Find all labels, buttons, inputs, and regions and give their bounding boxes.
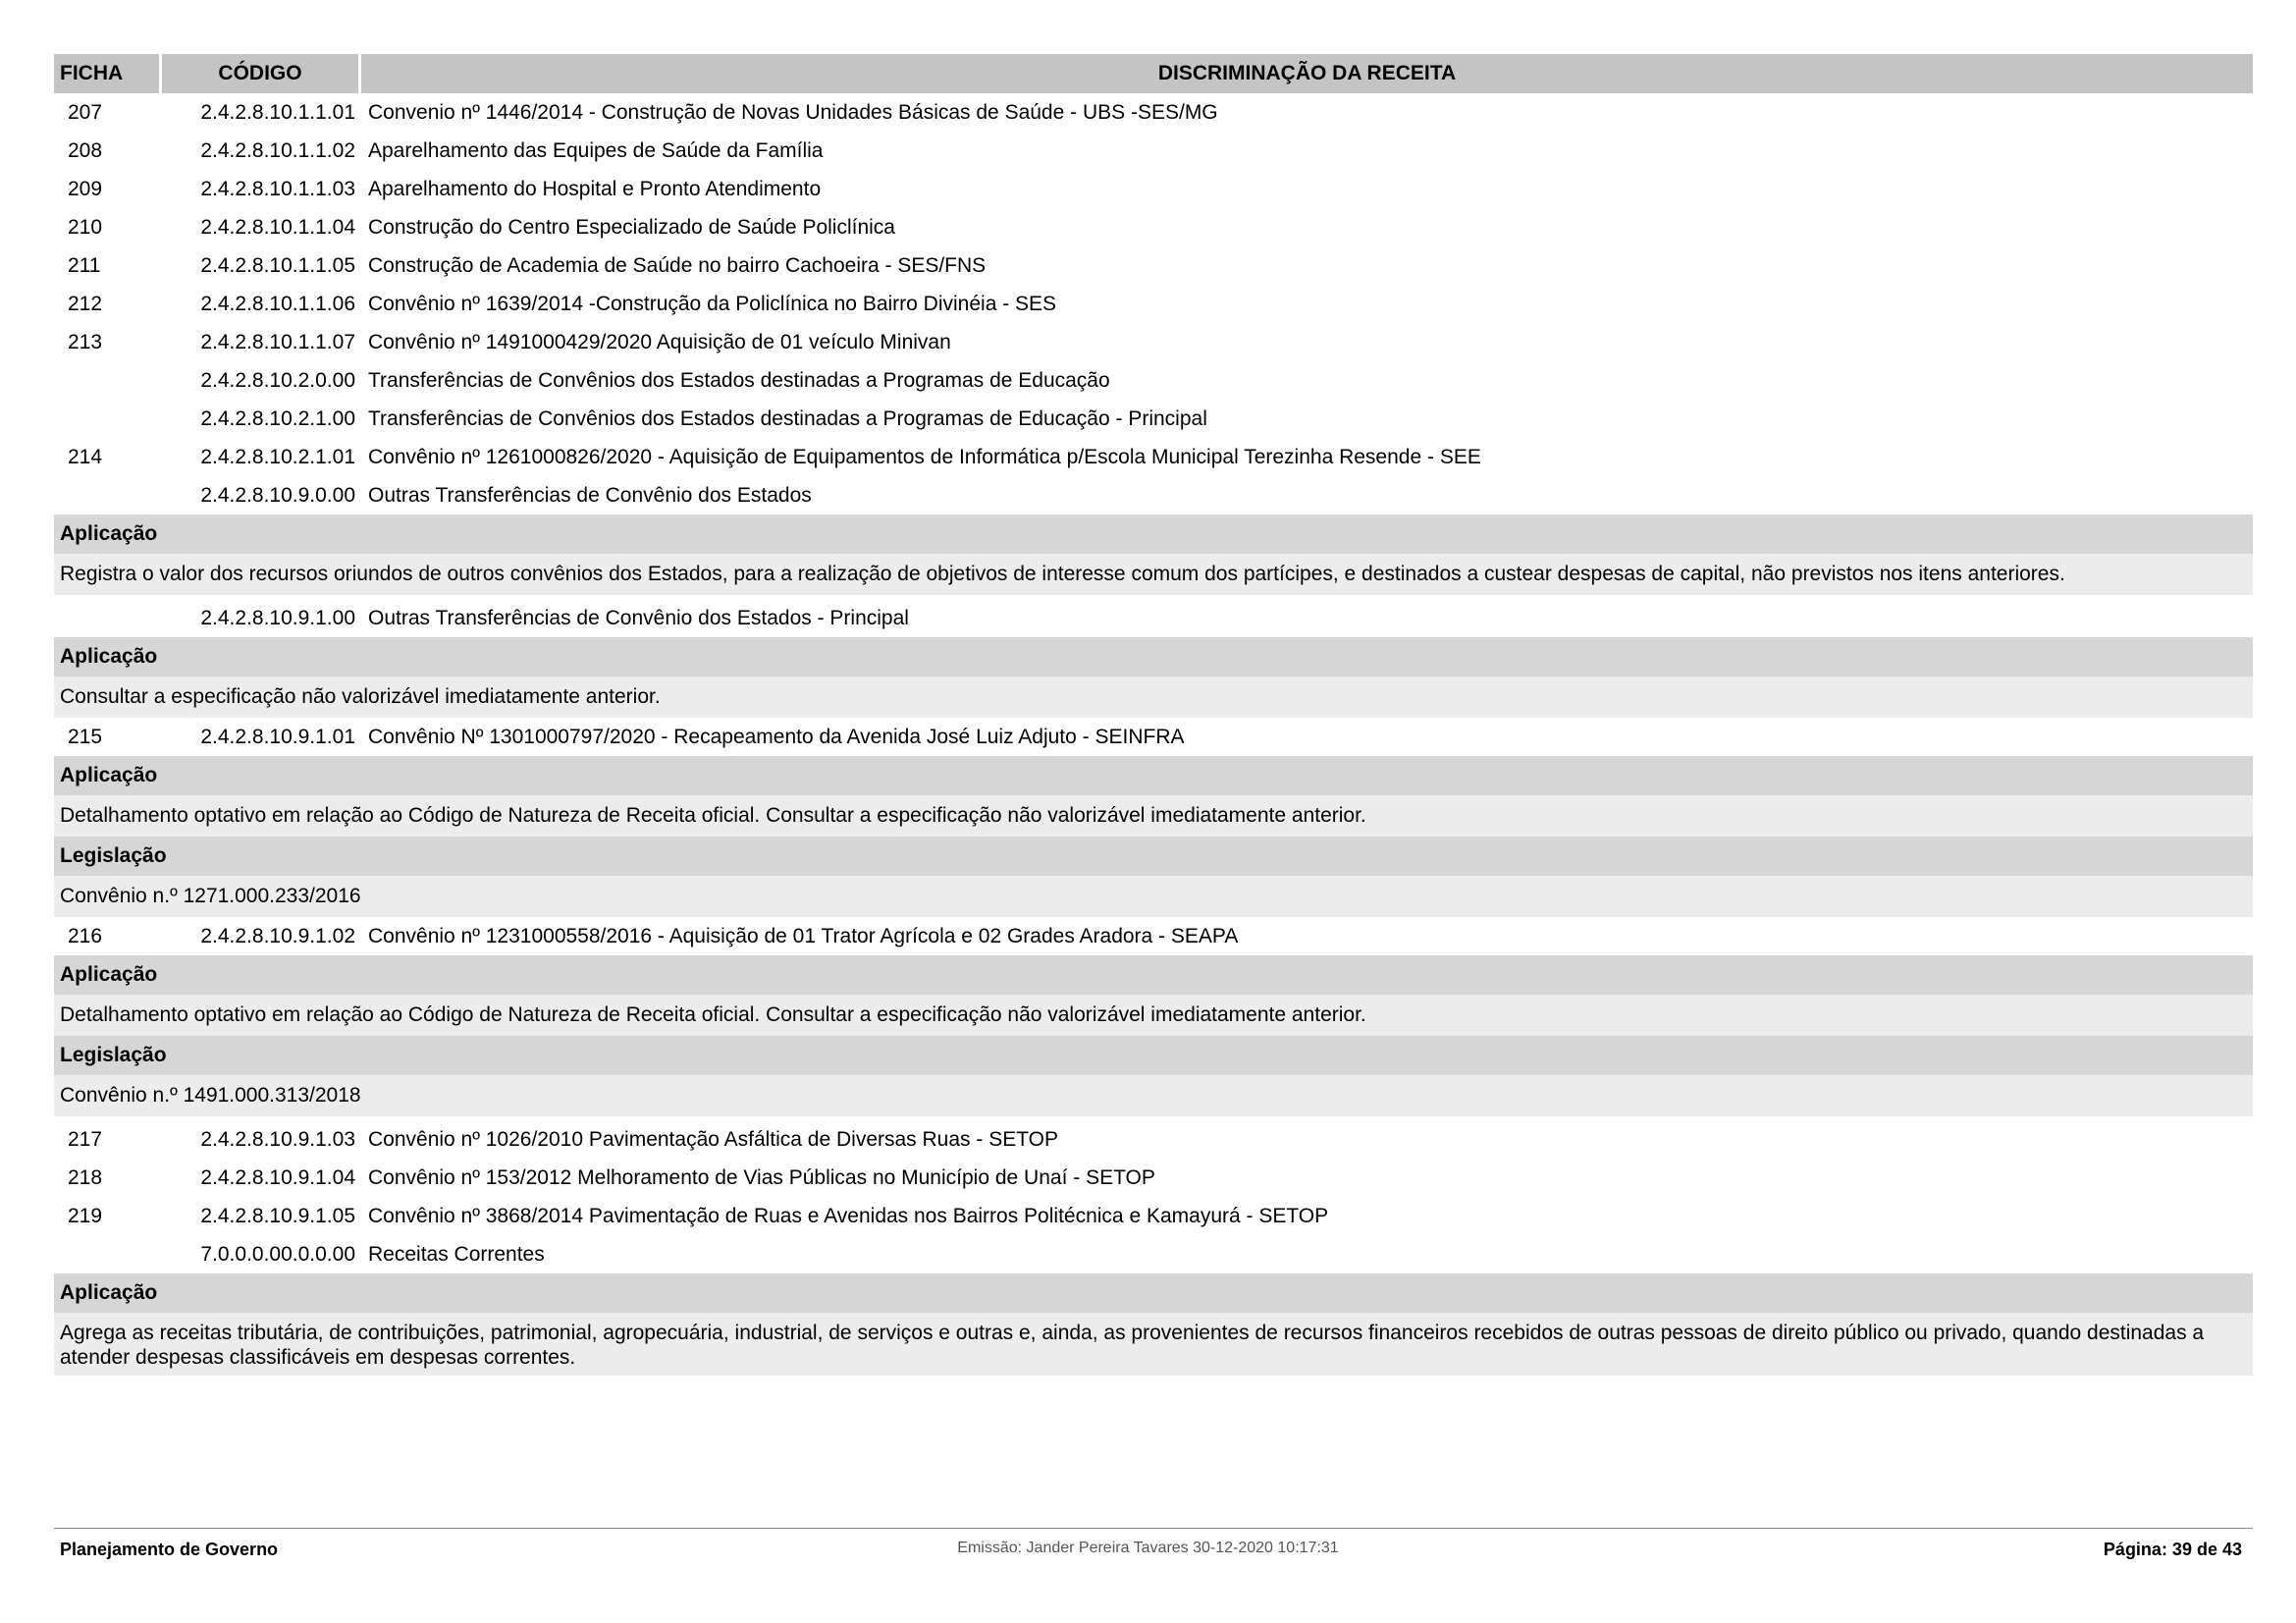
ficha-cell: 207 [68, 100, 103, 124]
discriminacao-cell: Outras Transferências de Convênio dos Estados - Principal [368, 606, 909, 629]
table-row [54, 1197, 2253, 1235]
discriminacao-cell: Convênio Nº 1301000797/2020 - Recapeamento da Avenida José Luiz Adjuto - SEINFRA [368, 725, 1185, 748]
codigo-cell: 2.4.2.8.10.9.1.05 [200, 1204, 355, 1227]
codigo-cell: 2.4.2.8.10.1.1.02 [200, 138, 355, 162]
table-row [54, 170, 2253, 208]
codigo-cell: 2.4.2.8.10.9.1.04 [200, 1165, 355, 1189]
footer-title: Planejamento de Governo [60, 1540, 279, 1559]
ficha-cell: 214 [68, 445, 103, 468]
table-row [54, 718, 2253, 756]
discriminacao-cell: Convênio nº 1639/2014 -Construção da Policlínica no Bairro Divinéia - SES [368, 292, 1057, 315]
ficha-cell: 212 [68, 292, 103, 315]
ficha-cell: 211 [68, 253, 101, 277]
discriminacao-cell: Transferências de Convênios dos Estados destinadas a Programas de Educação [368, 368, 1110, 392]
ficha-cell: 210 [68, 215, 103, 239]
discriminacao-cell: Transferências de Convênios dos Estados destinadas a Programas de Educação - Principal [368, 406, 1207, 430]
codigo-cell: 2.4.2.8.10.2.1.00 [200, 406, 355, 430]
ficha-cell: 216 [68, 924, 103, 947]
table-row [54, 208, 2253, 246]
footer-emission: Emissão: Jander Pereira Tavares 30-12-2020 10:17:31 [957, 1540, 1339, 1556]
section-text: Detalhamento optativo em relação ao Código de Natureza de Receita oficial. Consultar a especificação não valorizável imediatamente anterior. [54, 795, 2253, 837]
revenue-table [54, 54, 2253, 1376]
section-label: Legislação [54, 837, 2253, 876]
header-codigo: CÓDIGO [162, 54, 361, 93]
ficha-cell: 213 [68, 330, 103, 353]
discriminacao-cell: Convênio nº 1231000558/2016 - Aquisição de 01 Trator Agrícola e 02 Grades Aradora - SEAPA [368, 924, 1239, 947]
discriminacao-cell: Receitas Correntes [368, 1242, 545, 1266]
table-row [54, 1159, 2253, 1197]
table-row [54, 476, 2253, 514]
table-row [54, 246, 2253, 285]
codigo-cell: 2.4.2.8.10.1.1.03 [200, 177, 355, 200]
table-row [54, 599, 2253, 637]
section-label: Legislação [54, 1036, 2253, 1075]
discriminacao-cell: Convênio nº 1261000826/2020 - Aquisição de Equipamentos de Informática p/Escola Municipal Terezinha Resende - SEE [368, 445, 1481, 468]
ficha-cell: 209 [68, 177, 103, 200]
codigo-cell: 2.4.2.8.10.1.1.06 [200, 292, 355, 315]
codigo-cell: 2.4.2.8.10.9.0.00 [200, 483, 355, 507]
table-row [54, 285, 2253, 323]
codigo-cell: 7.0.0.0.00.0.0.00 [200, 1242, 355, 1266]
table-header [54, 54, 2253, 93]
section-label: Aplicação [54, 955, 2253, 995]
discriminacao-cell: Convênio nº 153/2012 Melhoramento de Vias Públicas no Município de Unaí - SETOP [368, 1165, 1155, 1189]
discriminacao-cell: Convênio nº 1491000429/2020 Aquisição de 01 veículo Minivan [368, 330, 951, 353]
codigo-cell: 2.4.2.8.10.9.1.01 [200, 725, 355, 748]
section-text: Consultar a especificação não valorizável imediatamente anterior. [54, 676, 2253, 718]
codigo-cell: 2.4.2.8.10.1.1.01 [200, 100, 355, 124]
ficha-cell: 217 [68, 1127, 103, 1151]
footer-page-number: Página: 39 de 43 [2103, 1540, 2242, 1559]
discriminacao-cell: Convenio nº 1446/2014 - Construção de Novas Unidades Básicas de Saúde - UBS -SES/MG [368, 100, 1218, 124]
ficha-cell: 219 [68, 1204, 103, 1227]
codigo-cell: 2.4.2.8.10.9.1.03 [200, 1127, 355, 1151]
discriminacao-cell: Convênio nº 1026/2010 Pavimentação Asfáltica de Diversas Ruas - SETOP [368, 1127, 1058, 1151]
table-row [54, 438, 2253, 476]
table-row [54, 361, 2253, 400]
table-row [54, 1235, 2253, 1273]
codigo-cell: 2.4.2.8.10.1.1.05 [200, 253, 355, 277]
table-row [54, 1120, 2253, 1159]
ficha-cell: 208 [68, 138, 103, 162]
codigo-cell: 2.4.2.8.10.2.0.00 [200, 368, 355, 392]
table-row [54, 132, 2253, 170]
footer-divider [54, 1528, 2253, 1529]
table-row [54, 93, 2253, 132]
section-text: Agrega as receitas tributária, de contribuições, patrimonial, agropecuária, industrial, de serviços e outras e, ainda, as provenientes de recursos financeiros recebidos de outras pessoas de direito público ou privado, quando destinadas a atender despesas classificáveis em despesas correntes. [54, 1313, 2253, 1376]
header-discriminacao: DISCRIMINAÇÃO DA RECEITA [1157, 62, 1457, 84]
discriminacao-cell: Aparelhamento do Hospital e Pronto Atendimento [368, 177, 822, 200]
section-text: Detalhamento optativo em relação ao Código de Natureza de Receita oficial. Consultar a especificação não valorizável imediatamente anterior. [54, 995, 2253, 1036]
discriminacao-cell: Construção de Academia de Saúde no bairro Cachoeira - SES/FNS [368, 253, 987, 277]
codigo-cell: 2.4.2.8.10.1.1.07 [200, 330, 355, 353]
ficha-cell: 215 [68, 725, 103, 748]
section-text: Convênio n.º 1271.000.233/2016 [54, 876, 2253, 917]
table-row [54, 323, 2253, 361]
codigo-cell: 2.4.2.8.10.9.1.02 [200, 924, 355, 947]
discriminacao-cell: Outras Transferências de Convênio dos Estados [368, 483, 812, 507]
discriminacao-cell: Convênio nº 3868/2014 Pavimentação de Ruas e Avenidas nos Bairros Politécnica e Kamayurá - SETOP [368, 1204, 1329, 1227]
ficha-cell: 218 [68, 1165, 103, 1189]
table-row [54, 917, 2253, 955]
header-ficha: FICHA [54, 54, 162, 93]
codigo-cell: 2.4.2.8.10.9.1.00 [200, 606, 355, 629]
codigo-cell: 2.4.2.8.10.1.1.04 [200, 215, 355, 239]
discriminacao-cell: Construção do Centro Especializado de Saúde Policlínica [368, 215, 895, 239]
section-label: Aplicação [54, 756, 2253, 795]
section-label: Aplicação [54, 637, 2253, 676]
section-text: Registra o valor dos recursos oriundos de outros convênios dos Estados, para a realização de objetivos de interesse comum dos partícipes, e destinados a custear despesas de capital, não previstos nos itens anteriores. [54, 554, 2253, 595]
codigo-cell: 2.4.2.8.10.2.1.01 [200, 445, 355, 468]
section-label: Aplicação [54, 514, 2253, 554]
discriminacao-cell: Aparelhamento das Equipes de Saúde da Família [368, 138, 824, 162]
section-text: Convênio n.º 1491.000.313/2018 [54, 1075, 2253, 1116]
table-row [54, 400, 2253, 438]
section-label: Aplicação [54, 1273, 2253, 1313]
table-body [54, 93, 2253, 1376]
